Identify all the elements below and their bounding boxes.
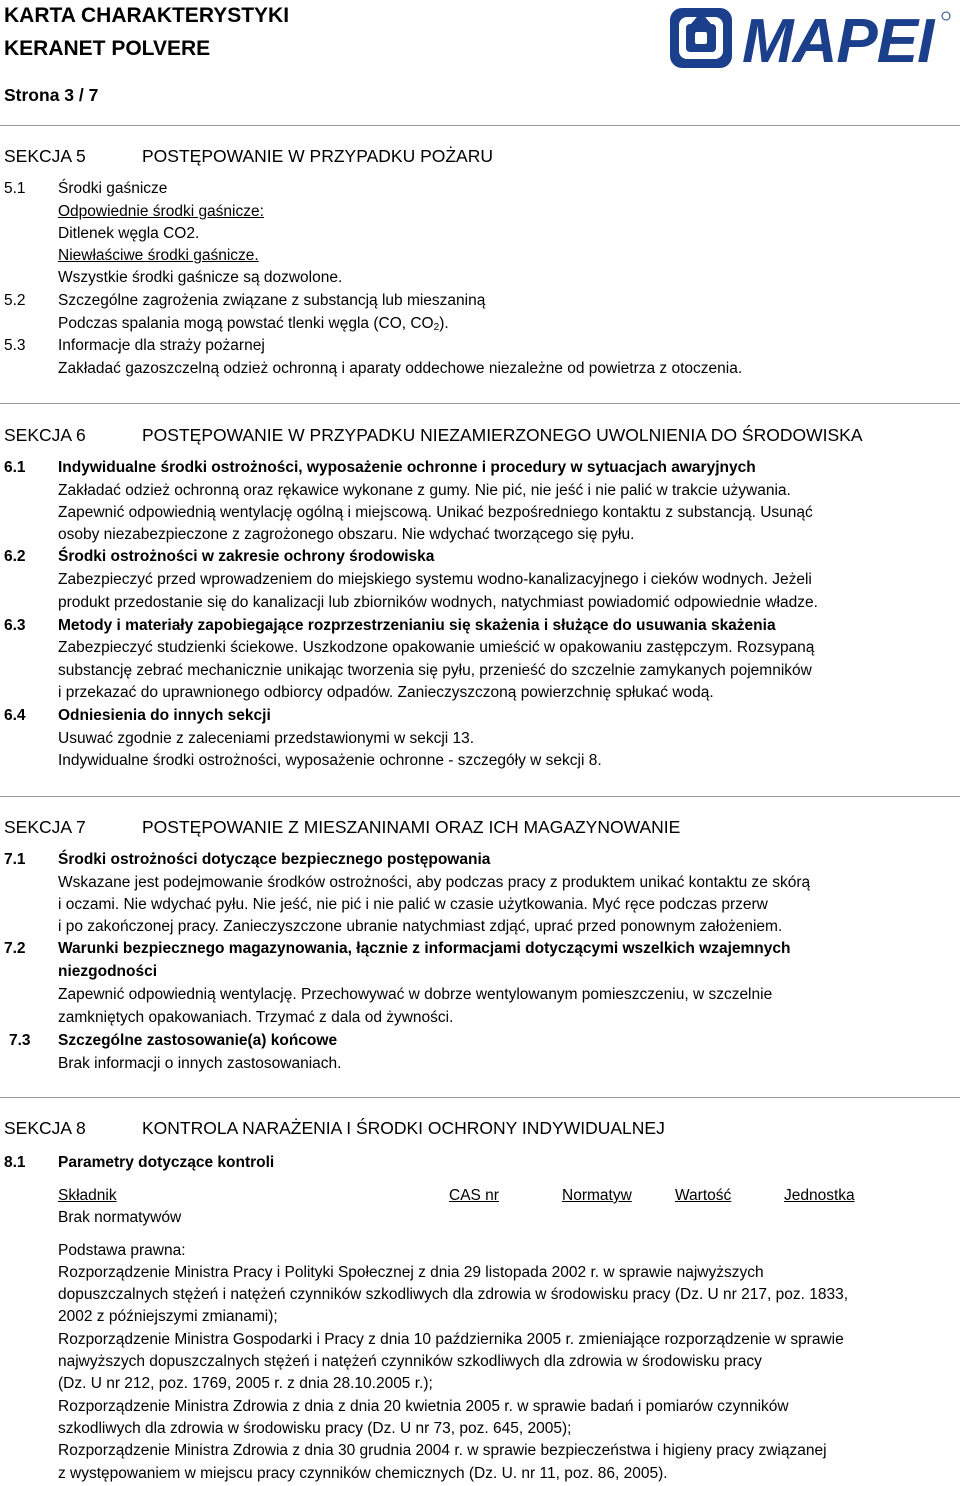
table-header-component: Składnik bbox=[58, 1187, 117, 1204]
section-8-title: KONTROLA NARAŻENIA I ŚRODKI OCHRONY INDYWIDUALNEJ bbox=[142, 1118, 665, 1138]
legal-line: 2002 z późniejszymi zmianami); bbox=[58, 1308, 278, 1325]
table-header-cas: CAS nr bbox=[449, 1187, 499, 1204]
text-line: Zakładać odzież ochronną oraz rękawice wykonane z gumy. Nie pić, nie jeść i nie palić w trakcie używania. bbox=[58, 482, 791, 499]
section-7-title: POSTĘPOWANIE Z MIESZANINAMI ORAZ ICH MAGAZYNOWANIE bbox=[142, 817, 681, 837]
text-line: Indywidualne środki ostrożności, wyposażenie ochronne - szczegóły w sekcji 8. bbox=[58, 752, 602, 769]
subsection-6-2-title: Środki ostrożności w zakresie ochrony środowiska bbox=[58, 548, 435, 565]
subsection-6-2-number: 6.2 bbox=[4, 548, 26, 565]
table-empty-row: Brak normatywów bbox=[58, 1209, 182, 1226]
text-line: i przekazać do uprawnionego odbiorcy odpadów. Zanieczyszczoną powierzchnię spłukać wodą. bbox=[58, 684, 714, 701]
text-line: Brak informacji o innych zastosowaniach. bbox=[58, 1055, 342, 1072]
text-line: produkt przedostanie się do kanalizacji lub zbiorników wodnych, natychmiast powiadomić odpowiednie władze. bbox=[58, 594, 818, 611]
legal-line: Rozporządzenie Ministra Gospodarki i Pracy z dnia 10 października 2005 r. zmieniające rozporządzenie w sprawie bbox=[58, 1331, 844, 1348]
text-line: zamkniętych opakowaniach. Trzymać z dala od żywności. bbox=[58, 1009, 454, 1026]
unsuitable-media: Wszystkie środki gaśnicze są dozwolone. bbox=[58, 269, 343, 286]
subsection-6-1-number: 6.1 bbox=[4, 459, 26, 476]
suitable-media: Ditlenek węgla CO2. bbox=[58, 225, 200, 242]
subsection-7-3-title: Szczególne zastosowanie(a) końcowe bbox=[58, 1032, 338, 1049]
subsection-7-3-number: 7.3 bbox=[9, 1032, 31, 1049]
svg-text:MAPEI: MAPEI bbox=[742, 7, 934, 72]
divider bbox=[0, 125, 960, 126]
mapei-logo bbox=[668, 2, 958, 72]
subsection-6-3-title: Metody i materiały zapobiegające rozprzestrzenianiu się skażenia i służące do usuwania skażenia bbox=[58, 617, 776, 634]
unsuitable-media-label: Niewłaściwe środki gaśnicze. bbox=[58, 247, 259, 264]
text-line: Wskazane jest podejmowanie środków ostrożności, aby podczas pracy z produktem unikać kontaktu ze skórą bbox=[58, 874, 811, 891]
subsection-7-2-title-cont: niezgodności bbox=[58, 963, 158, 980]
legal-line: Rozporządzenie Ministra Zdrowia z dnia z dnia 20 kwietnia 2005 r. w sprawie badań i pomiarów czynników bbox=[58, 1398, 789, 1415]
legal-line: (Dz. U nr 212, poz. 1769, 2005 r. z dnia 28.10.2005 r.); bbox=[58, 1375, 433, 1392]
subsection-5-1-title: Środki gaśnicze bbox=[58, 180, 168, 197]
legal-basis-label: Podstawa prawna: bbox=[58, 1242, 186, 1259]
subsection-7-1-number: 7.1 bbox=[4, 851, 26, 868]
legal-line: szkodliwych dla zdrowia w środowisku pracy (Dz. U nr 73, poz. 645, 2005); bbox=[58, 1420, 572, 1437]
text-line: Usuwać zgodnie z zaleceniami przedstawionymi w sekcji 13. bbox=[58, 730, 475, 747]
text-line: Zapewnić odpowiednią wentylację ogólną i miejscową. Unikać bezpośredniego kontaktu z substancją. Usunąć bbox=[58, 504, 813, 521]
subsection-6-4-number: 6.4 bbox=[4, 707, 26, 724]
text-line: Zapewnić odpowiednią wentylację. Przechowywać w dobrze wentylowanym pomieszczeniu, w szczelnie bbox=[58, 986, 773, 1003]
subsection-5-3-title: Informacje dla straży pożarnej bbox=[58, 337, 265, 354]
subsection-5-1-number: 5.1 bbox=[4, 180, 26, 197]
product-name: KERANET POLVERE bbox=[4, 37, 211, 60]
table-header-unit: Jednostka bbox=[784, 1187, 855, 1204]
section-7-number: SEKCJA 7 bbox=[4, 817, 86, 837]
divider bbox=[0, 1097, 960, 1098]
subsection-8-1-title: Parametry dotyczące kontroli bbox=[58, 1154, 275, 1171]
section-6-title: POSTĘPOWANIE W PRZYPADKU NIEZAMIERZONEGO UWOLNIENIA DO ŚRODOWISKA bbox=[142, 425, 863, 445]
subsection-6-4-title: Odniesienia do innych sekcji bbox=[58, 707, 271, 724]
subsection-5-2-number: 5.2 bbox=[4, 292, 26, 309]
subsection-7-2-number: 7.2 bbox=[4, 940, 26, 957]
legal-line: z występowaniem w miejscu pracy czynników chemicznych (Dz. U. nr 11, poz. 86, 2005). bbox=[58, 1465, 668, 1482]
section-6-number: SEKCJA 6 bbox=[4, 425, 86, 445]
text-line: Zabezpieczyć studzienki ściekowe. Uszkodzone opakowanie umieścić w opakowaniu zastępczym. Rozsypaną bbox=[58, 639, 815, 656]
subsection-6-3-number: 6.3 bbox=[4, 617, 26, 634]
text-line: i oczami. Nie wdychać pyłu. Nie jeść, nie pić i nie palić w czasie użytkowania. Myć ręce podczas przerw bbox=[58, 896, 768, 913]
text-line: substancję zebrać mechanicznie unikając tworzenia się pyłu, przenieść do szczelnie zamykanych pojemników bbox=[58, 662, 812, 679]
subsection-7-2-title: Warunki bezpiecznego magazynowania, łącznie z informacjami dotyczącymi wszelkich wzajemnych bbox=[58, 940, 791, 957]
legal-line: Rozporządzenie Ministra Pracy i Polityki Społecznej z dnia 29 listopada 2002 r. w sprawie najwyższych bbox=[58, 1264, 764, 1281]
divider bbox=[0, 796, 960, 797]
subsection-5-2-title: Szczególne zagrożenia związane z substancją lub mieszaniną bbox=[58, 292, 486, 309]
subsection-6-1-title: Indywidualne środki ostrożności, wyposażenie ochronne i procedury w sytuacjach awaryjnych bbox=[58, 459, 756, 476]
subsection-8-1-number: 8.1 bbox=[4, 1154, 26, 1171]
legal-line: najwyższych dopuszczalnych stężeń i natężeń czynników szkodliwych dla zdrowia w środowisku pracy bbox=[58, 1353, 762, 1370]
document-title: KARTA CHARAKTERYSTYKI bbox=[4, 4, 290, 27]
subsection-5-3-text: Zakładać gazoszczelną odzież ochronną i aparaty oddechowe niezależne od powietrza z otoczenia. bbox=[58, 360, 743, 377]
suitable-media-label: Odpowiednie środki gaśnicze: bbox=[58, 203, 264, 220]
page-number: Strona 3 / 7 bbox=[4, 85, 99, 105]
legal-line: Rozporządzenie Ministra Zdrowia z dnia 30 grudnia 2004 r. w sprawie bezpieczeństwa i higieny pracy związanej bbox=[58, 1442, 827, 1459]
table-header-value: Wartość bbox=[675, 1187, 732, 1204]
section-8-number: SEKCJA 8 bbox=[4, 1118, 86, 1138]
section-5-number: SEKCJA 5 bbox=[4, 146, 86, 166]
table-header-standard: Normatyw bbox=[562, 1187, 632, 1204]
text-line: Zabezpieczyć przed wprowadzeniem do miejskiego systemu wodno-kanalizacyjnego i cieków wodnych. Jeżeli bbox=[58, 571, 812, 588]
divider bbox=[0, 403, 960, 404]
section-5-title: POSTĘPOWANIE W PRZYPADKU POŻARU bbox=[142, 146, 494, 166]
subsection-5-3-number: 5.3 bbox=[4, 337, 26, 354]
subsection-5-2-text: Podczas spalania mogą powstać tlenki węgla (CO, $CO_2$). bbox=[58, 315, 449, 333]
text-line: i po zakończonej pracy. Zanieczyszczone ubranie natychmiast zdjąć, uprać przed ponownym założeniem. bbox=[58, 918, 783, 935]
subsection-7-1-title: Środki ostrożności dotyczące bezpiecznego postępowania bbox=[58, 851, 491, 868]
text-line: osoby niezabezpieczone z zagrożonego obszaru. Nie wdychać tworzącego się pyłu. bbox=[58, 526, 635, 543]
legal-line: dopuszczalnych stężeń i natężeń czynników szkodliwych dla zdrowia w środowisku pracy (Dz. U nr 217, poz. 1833, bbox=[58, 1286, 849, 1303]
